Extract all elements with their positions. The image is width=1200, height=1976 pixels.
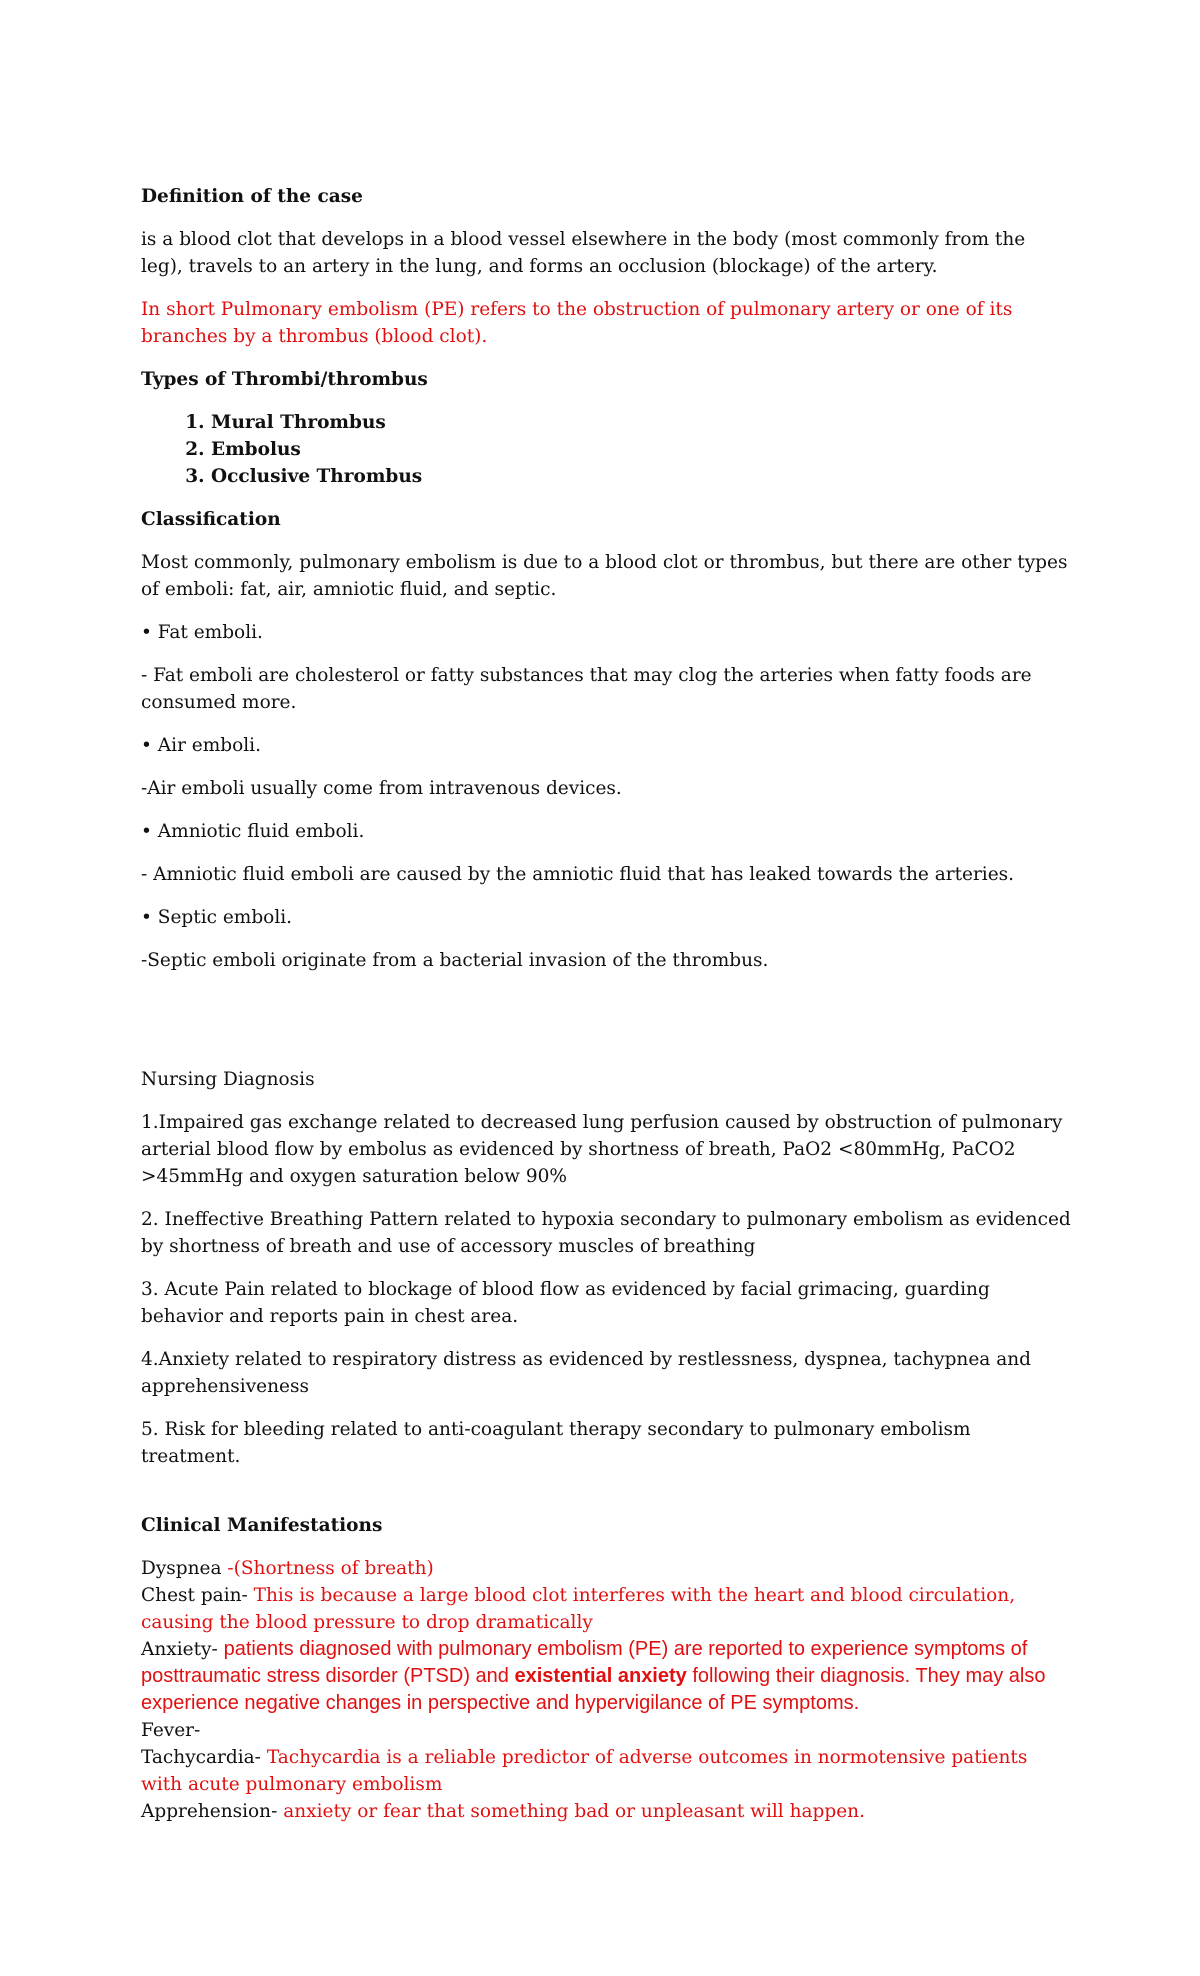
- types-item: 1. Mural Thrombus: [211, 409, 1071, 436]
- nursing-item: 2. Ineffective Breathing Pattern related to hypoxia secondary to pulmonary embolism as evidenced by shortness of breath and use of accessory muscles of breathing: [141, 1209, 1071, 1257]
- clinical-note-emphasis: existential anxiety: [514, 1665, 687, 1687]
- nursing-item: 1.Impaired gas exchange related to decreased lung perfusion caused by obstruction of pulmonary arterial blood flow by embolus as evidenced by shortness of breath, PaO2 <80mmHg, PaCO2 >45mmHg and oxygen saturation below 90%: [141, 1112, 1063, 1187]
- clinical-apprehension: [141, 1798, 1071, 1825]
- clinical-note: This is because a large blood clot interferes with the heart and blood circulation, causing the blood pressure to drop dramatically: [141, 1585, 1016, 1633]
- clinical-fever: [141, 1717, 1071, 1744]
- types-item: 2. Embolus: [211, 436, 1071, 463]
- classification-line: • Fat emboli.: [141, 622, 263, 643]
- types-list: [141, 409, 1071, 490]
- classification-heading: Classification: [141, 509, 281, 530]
- classification-line: -Septic emboli originate from a bacterial invasion of the thrombus.: [141, 950, 769, 971]
- document-page: [141, 183, 1071, 1825]
- clinical-note: -(Shortness of breath): [227, 1558, 434, 1579]
- definition-heading: Definition of the case: [141, 186, 363, 207]
- nursing-item: 4.Anxiety related to respiratory distress as evidenced by restlessness, dyspnea, tachypnea and apprehensiveness: [141, 1349, 1031, 1397]
- nursing-item: 5. Risk for bleeding related to anti-coagulant therapy secondary to pulmonary embolism treatment.: [141, 1419, 971, 1467]
- clinical-label: Apprehension-: [141, 1801, 284, 1822]
- clinical-chest-pain: [141, 1582, 1071, 1636]
- clinical-note: following their diagnosis. They may also experience negative changes in perspective and hypervigilance of PE symptoms.: [141, 1665, 1046, 1714]
- definition-text: is a blood clot that develops in a blood vessel elsewhere in the body (most commonly from the leg), travels to an artery in the lung, and forms an occlusion (blockage) of the artery.: [141, 229, 1026, 277]
- clinical-note: anxiety or fear that something bad or unpleasant will happen.: [283, 1801, 865, 1822]
- clinical-label: Anxiety-: [141, 1639, 224, 1660]
- classification-line: -Air emboli usually come from intravenous devices.: [141, 778, 622, 799]
- clinical-anxiety: [141, 1636, 1071, 1717]
- classification-line: - Amniotic fluid emboli are caused by the amniotic fluid that has leaked towards the arteries.: [141, 864, 1015, 885]
- spacer: [141, 990, 1071, 1066]
- classification-line: • Amniotic fluid emboli.: [141, 821, 365, 842]
- classification-line: • Septic emboli.: [141, 907, 293, 928]
- definition-short: In short Pulmonary embolism (PE) refers to the obstruction of pulmonary artery or one of its branches by a thrombus (blood clot).: [141, 299, 1013, 347]
- classification-intro: Most commonly, pulmonary embolism is due to a blood clot or thrombus, but there are other types of emboli: fat, air, amniotic fluid, and septic.: [141, 552, 1068, 600]
- clinical-label: Tachycardia-: [141, 1747, 267, 1768]
- nursing-heading: Nursing Diagnosis: [141, 1069, 315, 1090]
- nursing-item: 3. Acute Pain related to blockage of blood flow as evidenced by facial grimacing, guarding behavior and reports pain in chest area.: [141, 1279, 990, 1327]
- clinical-label: Fever-: [141, 1720, 201, 1741]
- clinical-note: patients diagnosed with pulmonary embolism (PE) are reported to experience symptoms of posttraumatic stress disorder (PTSD) and: [141, 1638, 1028, 1687]
- clinical-label: Chest pain-: [141, 1585, 254, 1606]
- clinical-tachycardia: [141, 1744, 1071, 1798]
- classification-line: - Fat emboli are cholesterol or fatty substances that may clog the arteries when fatty foods are consumed more.: [141, 665, 1032, 713]
- clinical-label: Dyspnea: [141, 1558, 228, 1579]
- clinical-note: Tachycardia is a reliable predictor of adverse outcomes in normotensive patients with acute pulmonary embolism: [141, 1747, 1028, 1795]
- types-item: 3. Occlusive Thrombus: [211, 463, 1071, 490]
- clinical-list: [141, 1555, 1071, 1825]
- classification-line: • Air emboli.: [141, 735, 261, 756]
- spacer: [141, 1486, 1071, 1512]
- types-heading: Types of Thrombi/thrombus: [141, 369, 428, 390]
- clinical-dyspnea: [141, 1555, 1071, 1582]
- clinical-heading: Clinical Manifestations: [141, 1515, 383, 1536]
